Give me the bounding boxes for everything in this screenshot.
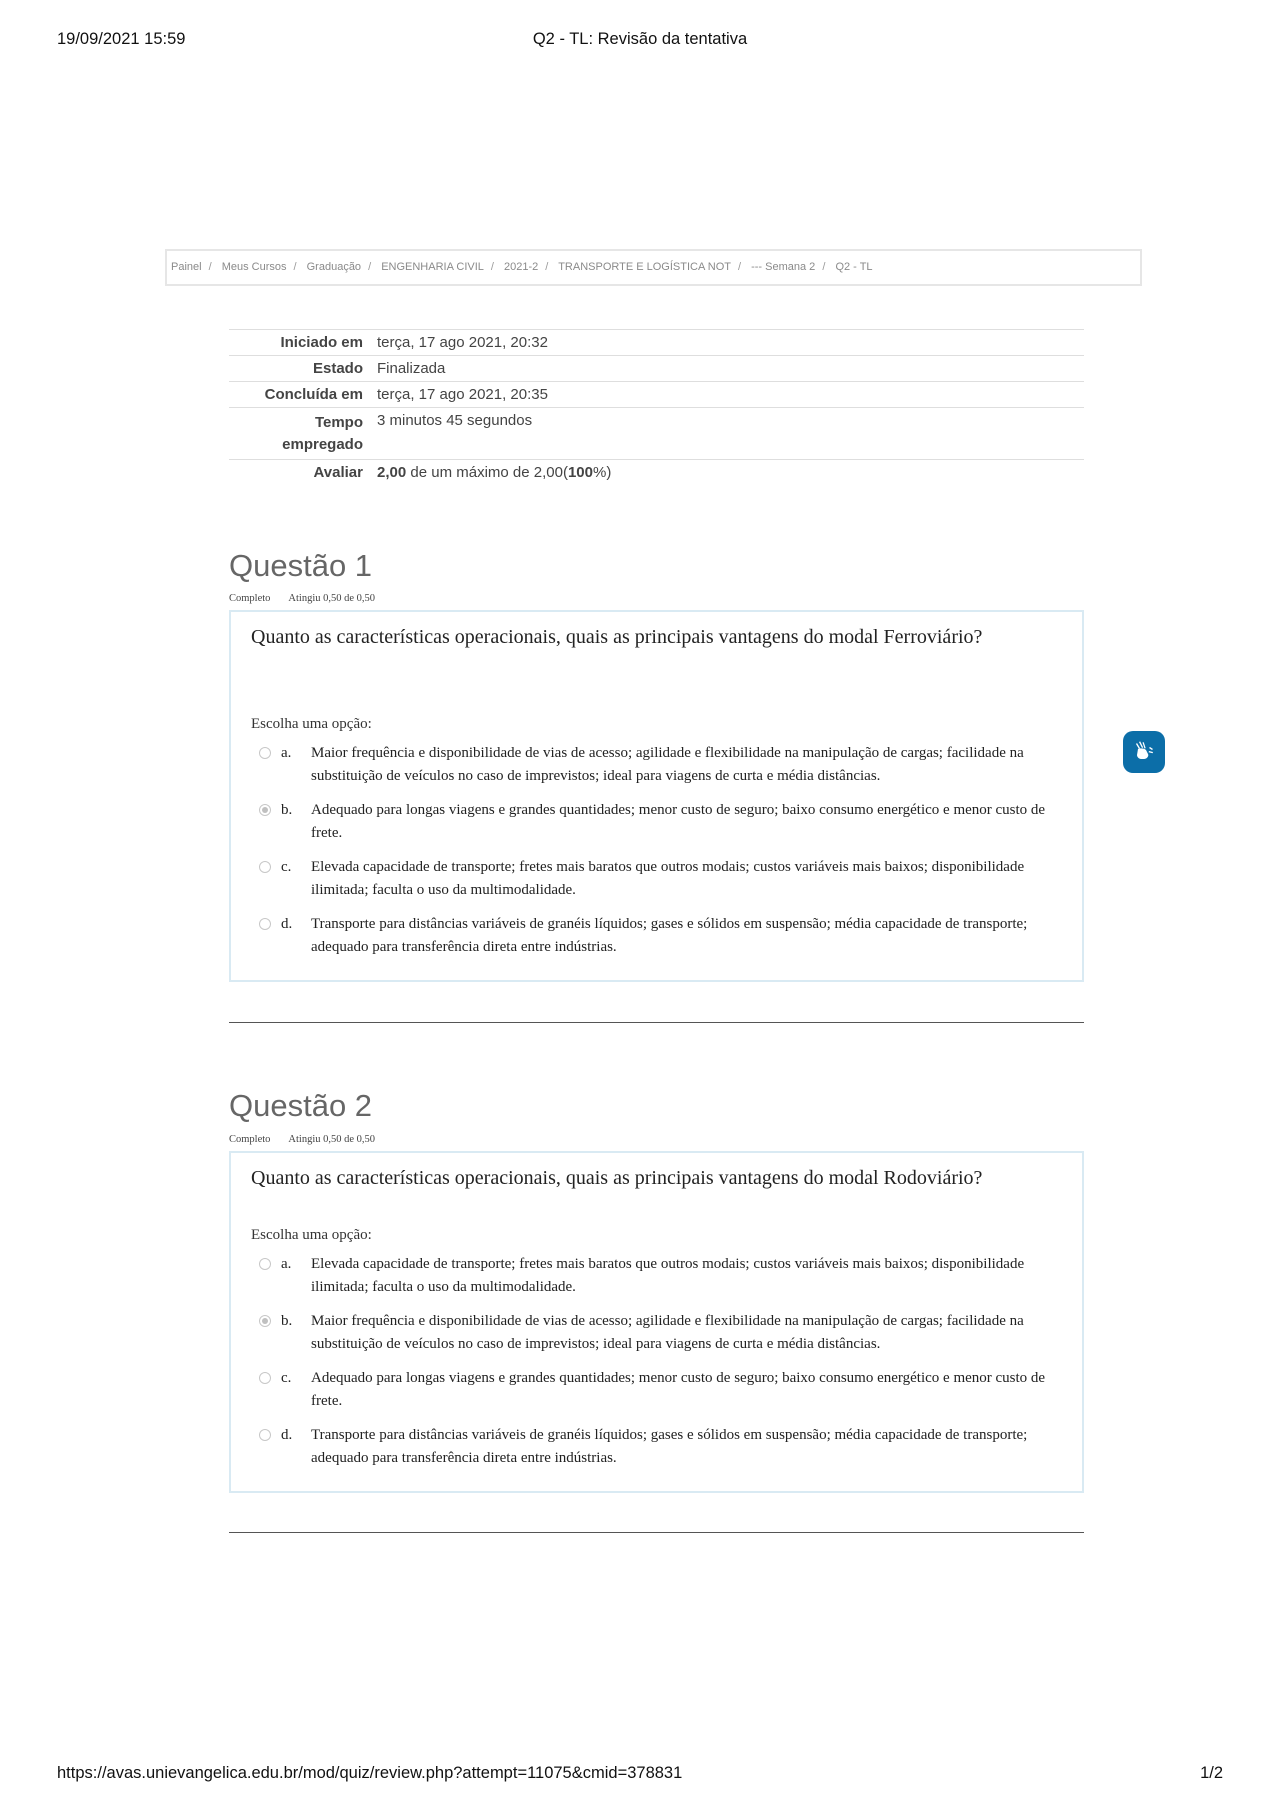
breadcrumb-item-semester[interactable]: 2021-2 bbox=[504, 261, 539, 273]
question-title: Questão 2 bbox=[229, 1088, 373, 1123]
answer-option[interactable]: d. Transporte para distâncias variáveis de granéis líquidos; gases e sólidos em suspensão; média capacidade de transporte; adequado para transferência direta entre indústrias. bbox=[259, 1424, 1052, 1470]
question-box bbox=[229, 1151, 1084, 1493]
answer-option[interactable]: c. Adequado para longas viagens e grandes quantidades; menor custo de seguro; baixo consumo energético e menor custo de frete. bbox=[259, 1367, 1052, 1413]
summary-row-grade bbox=[229, 459, 1084, 485]
answer-option[interactable]: a. Elevada capacidade de transporte; fretes mais baratos que outros modais; custos variáveis mais baixos; disponibilidade ilimitada; faculta o uso da multimodalidade. bbox=[259, 1253, 1052, 1299]
section-divider bbox=[229, 1022, 1084, 1023]
question-box bbox=[229, 610, 1084, 982]
question-points: Atingiu 0,50 de 0,50 bbox=[288, 593, 376, 604]
radio-button[interactable] bbox=[259, 1429, 271, 1441]
print-footer bbox=[57, 1764, 1223, 1788]
question-status: Completo bbox=[229, 593, 271, 604]
summary-value: Finalizada bbox=[377, 360, 446, 377]
answer-option[interactable]: a. Maior frequência e disponibilidade de vias de acesso; agilidade e flexibilidade na manipulação de cargas; facilidade na substituição de veículos no caso de imprevistos; ideal para viagens de curta e média distâncias. bbox=[259, 742, 1052, 788]
attempt-summary-table bbox=[229, 329, 1084, 485]
summary-label: Avaliar bbox=[313, 464, 363, 481]
answer-option[interactable]: c. Elevada capacidade de transporte; fretes mais baratos que outros modais; custos variáveis mais baixos; disponibilidade ilimitada; faculta o uso da multimodalidade. bbox=[259, 856, 1052, 902]
summary-value: 2,00 de um máximo de 2,00(100%) bbox=[377, 464, 612, 481]
choose-option-label: Escolha uma opção: bbox=[251, 716, 372, 732]
summary-label: Concluída em bbox=[264, 386, 363, 403]
summary-label: Iniciado em bbox=[280, 334, 363, 351]
radio-button[interactable] bbox=[259, 1372, 271, 1384]
radio-button-selected[interactable] bbox=[259, 1315, 271, 1327]
summary-row-completed bbox=[229, 381, 1084, 407]
breadcrumb-item-week[interactable]: --- Semana 2 bbox=[751, 261, 816, 273]
radio-button[interactable] bbox=[259, 918, 271, 930]
radio-button[interactable] bbox=[259, 861, 271, 873]
sign-language-hands-icon bbox=[1130, 738, 1158, 766]
summary-label: Estado bbox=[312, 360, 363, 377]
radio-button-selected[interactable] bbox=[259, 804, 271, 816]
radio-button[interactable] bbox=[259, 1258, 271, 1270]
print-datetime: 19/09/2021 15:59 bbox=[57, 30, 186, 48]
breadcrumb-item-course-area[interactable]: ENGENHARIA CIVIL bbox=[381, 261, 484, 273]
question-text: Quanto as características operacionais, quais as principais vantagens do modal Rodoviário? bbox=[251, 1167, 983, 1189]
summary-row-time bbox=[229, 407, 1084, 459]
question-meta bbox=[229, 593, 375, 604]
breadcrumb-item-meus-cursos[interactable]: Meus Cursos bbox=[221, 261, 287, 273]
question-text: Quanto as características operacionais, quais as principais vantagens do modal Ferroviário? bbox=[251, 626, 983, 648]
question-points: Atingiu 0,50 de 0,50 bbox=[288, 1134, 376, 1145]
question-status: Completo bbox=[229, 1134, 271, 1145]
summary-value: terça, 17 ago 2021, 20:35 bbox=[377, 386, 548, 403]
breadcrumb-item-graduacao[interactable]: Graduação bbox=[306, 261, 362, 273]
answer-option[interactable]: b. Adequado para longas viagens e grandes quantidades; menor custo de seguro; baixo consumo energético e menor custo de frete. bbox=[259, 799, 1052, 845]
accessibility-button[interactable] bbox=[1123, 731, 1165, 773]
breadcrumb-item-painel[interactable]: Painel bbox=[171, 261, 202, 273]
summary-value: 3 minutos 45 segundos bbox=[377, 412, 533, 429]
breadcrumb-item-quiz[interactable]: Q2 - TL bbox=[835, 261, 873, 273]
question-meta bbox=[229, 1134, 375, 1145]
print-header bbox=[57, 30, 1223, 54]
section-divider bbox=[229, 1532, 1084, 1533]
answer-option[interactable]: b. Maior frequência e disponibilidade de vias de acesso; agilidade e flexibilidade na manipulação de cargas; facilidade na substituição de veículos no caso de imprevistos; ideal para viagens de curta e média distâncias. bbox=[259, 1310, 1052, 1356]
question-title: Questão 1 bbox=[229, 548, 373, 583]
summary-row-started bbox=[229, 329, 1084, 355]
radio-button[interactable] bbox=[259, 747, 271, 759]
summary-row-state bbox=[229, 355, 1084, 381]
breadcrumb-item-course[interactable]: TRANSPORTE E LOGÍSTICA NOT bbox=[558, 261, 731, 273]
choose-option-label: Escolha uma opção: bbox=[251, 1227, 372, 1243]
page-url: https://avas.unievangelica.edu.br/mod/quiz/review.php?attempt=11075&cmid=378831 bbox=[57, 1764, 683, 1782]
answer-option[interactable]: d. Transporte para distâncias variáveis de granéis líquidos; gases e sólidos em suspensão; média capacidade de transporte; adequado para transferência direta entre indústrias. bbox=[259, 913, 1052, 959]
summary-value: terça, 17 ago 2021, 20:32 bbox=[377, 334, 548, 351]
page-number: 1/2 bbox=[1200, 1764, 1223, 1782]
breadcrumb: Painel / Meus Cursos / Graduação / ENGENHARIA CIVIL / 2021-2 / TRANSPORTE E LOGÍSTICA NOT / --- Semana 2 / Q2 - TL bbox=[165, 249, 1142, 286]
summary-label: Tempo empregado bbox=[282, 414, 363, 453]
print-page-title: Q2 - TL: Revisão da tentativa bbox=[532, 30, 748, 48]
